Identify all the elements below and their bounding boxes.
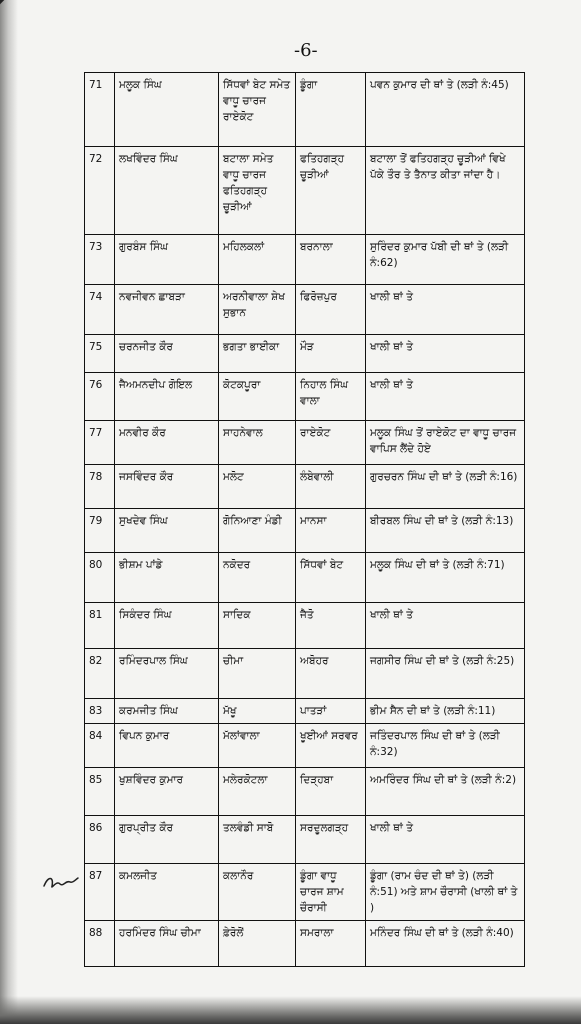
new-posting-cell: ਸਰਦੂਲਗੜ੍ਹ: [296, 816, 366, 864]
remark-cell: ਖਾਲੀ ਥਾਂ ਤੇ: [366, 335, 525, 373]
table-row: [85, 335, 525, 373]
row-number-cell: 86: [85, 816, 115, 864]
new-posting-cell: ਰਾਏਕੋਟ: [296, 421, 366, 465]
new-posting-cell: ਫਿਰੋਜ਼ਪੁਰ: [296, 285, 366, 335]
new-posting-cell: ਨਿਹਾਲ ਸਿੰਘ ਵਾਲਾ: [296, 373, 366, 421]
employee-name-cell: ਹਰਮਿੰਦਰ ਸਿੰਘ ਚੀਮਾ: [115, 921, 219, 967]
remark-cell: ਬੀਰਬਲ ਸਿੰਘ ਦੀ ਥਾਂ ਤੇ (ਲੜੀ ਨੰ:13): [366, 509, 525, 553]
remark-cell: ਮਲੂਕ ਸਿੰਘ ਦੀ ਥਾਂ ਤੇ (ਲੜੀ ਨੰ:71): [366, 553, 525, 603]
remark-cell: ਸੁਰਿੰਦਰ ਕੁਮਾਰ ਪੱਬੀ ਦੀ ਥਾਂ ਤੇ (ਲੜੀ ਨੰ:62): [366, 235, 525, 285]
row-number-cell: 74: [85, 285, 115, 335]
table-row: [85, 921, 525, 967]
current-posting-cell: ਗੋਨਿਆਣਾ ਮੰਡੀ: [219, 509, 296, 553]
new-posting-cell: ਮਾਨਸਾ: [296, 509, 366, 553]
current-posting-cell: ਸਾਦਿਕ: [219, 603, 296, 649]
row-number-cell: 79: [85, 509, 115, 553]
current-posting-cell: ਮਲੋਟ: [219, 465, 296, 509]
table-body: [85, 73, 525, 967]
table-row: [85, 421, 525, 465]
current-posting-cell: ਚੀਮਾ: [219, 649, 296, 699]
table-row: [85, 147, 525, 235]
employee-name-cell: ਕਮਲਜੀਤ: [115, 864, 219, 921]
remark-cell: ਗੁਰਚਰਨ ਸਿੰਘ ਦੀ ਥਾਂ ਤੇ (ਲੜੀ ਨੰ:16): [366, 465, 525, 509]
row-number-cell: 84: [85, 724, 115, 768]
table-row: [85, 373, 525, 421]
new-posting-cell: ਮੌੜ: [296, 335, 366, 373]
current-posting-cell: ਕੋਟਕਪੂਰਾ: [219, 373, 296, 421]
page-number: -6-: [294, 40, 318, 61]
remark-cell: ਖਾਲੀ ਥਾਂ ਤੇ: [366, 816, 525, 864]
row-number-cell: 73: [85, 235, 115, 285]
employee-name-cell: ਨਵਜੀਵਨ ਛਾਬੜਾ: [115, 285, 219, 335]
remark-cell: ਪਵਨ ਕੁਮਾਰ ਦੀ ਥਾਂ ਤੇ (ਲੜੀ ਨੰ:45): [366, 73, 525, 147]
employee-name-cell: ਵਿਪਨ ਕੁਮਾਰ: [115, 724, 219, 768]
new-posting-cell: ਡੂੰਗਾ: [296, 73, 366, 147]
new-posting-cell: ਸਮਰਾਲਾ: [296, 921, 366, 967]
employee-name-cell: ਜਸਵਿੰਦਰ ਕੌਰ: [115, 465, 219, 509]
page-bottom-edge: [0, 996, 581, 1024]
employee-name-cell: ਜੈਅਮਨਦੀਪ ਗੋਇਲ: [115, 373, 219, 421]
row-number-cell: 85: [85, 768, 115, 816]
table-row: [85, 768, 525, 816]
new-posting-cell: ਫਤਿਹਗੜ੍ਹ ਚੂੜੀਆਂ: [296, 147, 366, 235]
table-row: [85, 509, 525, 553]
remark-cell: ਅਮਰਿੰਦਰ ਸਿੰਘ ਦੀ ਥਾਂ ਤੇ (ਲੜੀ ਨੰ:2): [366, 768, 525, 816]
table-row: [85, 603, 525, 649]
new-posting-cell: ਅਬੋਹਰ: [296, 649, 366, 699]
current-posting-cell: ਕਲਾਨੌਰ: [219, 864, 296, 921]
signature-mark: [40, 868, 82, 896]
current-posting-cell: ਮੱਲਾਂਵਾਲਾ: [219, 724, 296, 768]
remark-cell: ਜਤਿੰਦਰਪਾਲ ਸਿੰਘ ਦੀ ਥਾਂ ਤੇ (ਲੜੀ ਨੰ:32): [366, 724, 525, 768]
employee-name-cell: ਕਰਮਜੀਤ ਸਿੰਘ: [115, 699, 219, 724]
table-row: [85, 816, 525, 864]
current-posting-cell: ਮੱਖੂ: [219, 699, 296, 724]
table-row: [85, 73, 525, 147]
current-posting-cell: ਮਲੇਰਕੋਟਲਾ: [219, 768, 296, 816]
table-row: [85, 235, 525, 285]
row-number-cell: 78: [85, 465, 115, 509]
table-row: [85, 724, 525, 768]
table-row: [85, 285, 525, 335]
employee-name-cell: ਸਿਕੰਦਰ ਸਿੰਘ: [115, 603, 219, 649]
new-posting-cell: ਲੰਬੇਵਾਲੀ: [296, 465, 366, 509]
remark-cell: ਭੀਮ ਸੈਨ ਦੀ ਥਾਂ ਤੇ (ਲੜੀ ਨੰ:11): [366, 699, 525, 724]
table-row: [85, 864, 525, 921]
employee-name-cell: ਭੀਸ਼ਮ ਪਾਂਡੇ: [115, 553, 219, 603]
remark-cell: ਮਲੂਕ ਸਿੰਘ ਤੋਂ ਰਾਏਕੋਟ ਦਾ ਵਾਧੂ ਚਾਰਜ ਵਾਪਿਸ ਲੈਂਦੇ ਹੋਏ: [366, 421, 525, 465]
page-edge-shadow: [0, 0, 18, 1024]
row-number-cell: 77: [85, 421, 115, 465]
new-posting-cell: ਡੂੰਗਾ ਵਾਧੂ ਚਾਰਜ ਸ਼ਾਮ ਚੌਰਾਸੀ: [296, 864, 366, 921]
row-number-cell: 83: [85, 699, 115, 724]
table-row: [85, 649, 525, 699]
row-number-cell: 87: [85, 864, 115, 921]
row-number-cell: 88: [85, 921, 115, 967]
current-posting-cell: ਭਗਤਾ ਭਾਈਕਾ: [219, 335, 296, 373]
remark-cell: ਡੂੰਗਾ (ਰਾਮ ਚੰਦ ਦੀ ਥਾਂ ਤੇ) (ਲੜੀ ਨੰ:51) ਅਤੇ ਸ਼ਾਮ ਚੌਰਾਸੀ (ਖਾਲੀ ਥਾਂ ਤੇ ): [366, 864, 525, 921]
row-number-cell: 75: [85, 335, 115, 373]
new-posting-cell: ਜੈਤੋ: [296, 603, 366, 649]
current-posting-cell: ਮਹਿਲਕਲਾਂ: [219, 235, 296, 285]
remark-cell: ਖਾਲੀ ਥਾਂ ਤੇ: [366, 285, 525, 335]
remark-cell: ਖਾਲੀ ਥਾਂ ਤੇ: [366, 373, 525, 421]
remark-cell: ਖਾਲੀ ਥਾਂ ਤੇ: [366, 603, 525, 649]
new-posting-cell: ਖੂਈਆਂ ਸਰਵਰ: [296, 724, 366, 768]
current-posting-cell: ਬਟਾਲਾ ਸਮੇਤ ਵਾਧੂ ਚਾਰਜ ਫਤਿਹਗੜ੍ਹ ਚੂੜੀਆਂ: [219, 147, 296, 235]
employee-name-cell: ਗੁਰਬੰਸ ਸਿੰਘ: [115, 235, 219, 285]
employee-name-cell: ਰਮਿੰਦਰਪਾਲ ਸਿੰਘ: [115, 649, 219, 699]
employee-name-cell: ਲਖਵਿੰਦਰ ਸਿੰਘ: [115, 147, 219, 235]
table-row: [85, 553, 525, 603]
new-posting-cell: ਬਰਨਾਲਾ: [296, 235, 366, 285]
table-row: [85, 699, 525, 724]
row-number-cell: 81: [85, 603, 115, 649]
employee-name-cell: ਚਰਨਜੀਤ ਕੌਰ: [115, 335, 219, 373]
employee-name-cell: ਮਨਵੀਰ ਕੌਰ: [115, 421, 219, 465]
transfer-table: [84, 72, 525, 967]
employee-name-cell: ਸੁਖਦੇਵ ਸਿੰਘ: [115, 509, 219, 553]
remark-cell: ਬਟਾਲਾ ਤੋਂ ਫਤਿਹਗੜ੍ਹ ਚੂੜੀਆਂ ਵਿਖੇ ਪੱਕੇ ਤੌਰ ਤੇ ਤੈਨਾਤ ਕੀਤਾ ਜਾਂਦਾ ਹੈ।: [366, 147, 525, 235]
row-number-cell: 71: [85, 73, 115, 147]
table-row: [85, 465, 525, 509]
current-posting-cell: ਸਿੱਧਵਾਂ ਬੇਟ ਸਮੇਤ ਵਾਧੂ ਚਾਰਜ ਰਾਏਕੋਟ: [219, 73, 296, 147]
current-posting-cell: ਅਰਨੀਵਾਲਾ ਸ਼ੇਖ ਸੁਭਾਨ: [219, 285, 296, 335]
current-posting-cell: ਸਾਹਨੇਵਾਲ: [219, 421, 296, 465]
current-posting-cell: ਨਕੋਦਰ: [219, 553, 296, 603]
row-number-cell: 72: [85, 147, 115, 235]
employee-name-cell: ਮਲੂਕ ਸਿੰਘ: [115, 73, 219, 147]
row-number-cell: 80: [85, 553, 115, 603]
current-posting-cell: ਤਲਵੰਡੀ ਸਾਬੋ: [219, 816, 296, 864]
new-posting-cell: ਪਾਤੜਾਂ: [296, 699, 366, 724]
employee-name-cell: ਖੁਸ਼ਵਿੰਦਰ ਕੁਮਾਰ: [115, 768, 219, 816]
current-posting-cell: ਫ਼ੇਰੋਲੋਂ: [219, 921, 296, 967]
remark-cell: ਜਗਸੀਰ ਸਿੰਘ ਦੀ ਥਾਂ ਤੇ (ਲੜੀ ਨੰ:25): [366, 649, 525, 699]
row-number-cell: 82: [85, 649, 115, 699]
row-number-cell: 76: [85, 373, 115, 421]
employee-name-cell: ਗੁਰਪ੍ਰੀਤ ਕੌਰ: [115, 816, 219, 864]
remark-cell: ਮਨਿੰਦਰ ਸਿੰਘ ਦੀ ਥਾਂ ਤੇ (ਲੜੀ ਨੰ:40): [366, 921, 525, 967]
new-posting-cell: ਦਿੜ੍ਹਬਾ: [296, 768, 366, 816]
new-posting-cell: ਸਿੱਧਵਾਂ ਬੇਟ: [296, 553, 366, 603]
